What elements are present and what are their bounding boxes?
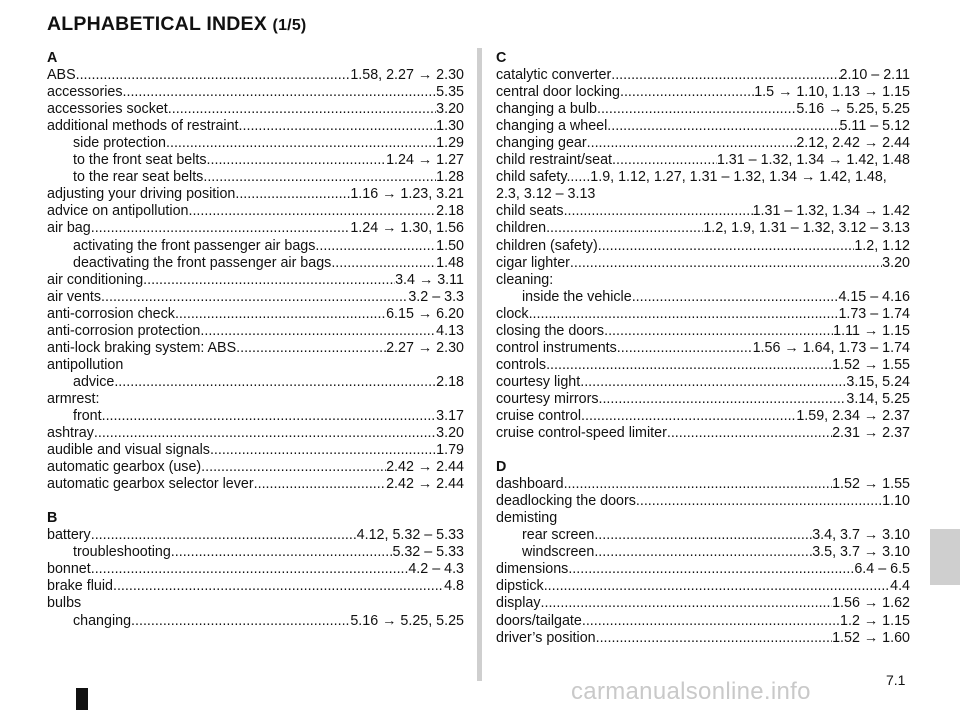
dot-leader [546, 357, 832, 374]
index-entry [47, 306, 464, 323]
index-term: deadlocking the doors [496, 493, 636, 510]
index-term: clock [496, 305, 529, 322]
dot-leader [91, 561, 409, 578]
index-term: dipstick [496, 578, 544, 595]
index-term: battery [47, 527, 91, 544]
index-term: anti-corrosion check [47, 305, 175, 322]
index-pages: 1.30 [436, 118, 464, 135]
dot-leader [236, 340, 386, 357]
index-entry [47, 527, 464, 544]
dot-leader [667, 425, 832, 442]
dot-leader [564, 203, 753, 220]
dot-leader [101, 289, 408, 306]
dot-leader [598, 391, 846, 408]
page-title-text: ALPHABETICAL INDEX [47, 13, 267, 35]
index-term: rear screen [522, 527, 595, 544]
index-entry [496, 613, 910, 630]
dot-leader [581, 408, 796, 425]
index-term: advice on antipollution [47, 203, 189, 220]
index-subentry [47, 135, 464, 152]
index-entry [47, 340, 464, 357]
index-term: air vents [47, 288, 102, 305]
dot-leader [594, 527, 812, 544]
index-pages: 4.2 – 4.3 [408, 561, 464, 578]
index-term: troubleshooting [73, 544, 171, 561]
index-column-left [47, 50, 464, 630]
index-subentry [47, 169, 464, 186]
dot-leader [607, 118, 839, 135]
index-pages: 3.4 → 3.11 [395, 271, 464, 288]
index-pages: 1.24 → 1.27 [386, 152, 464, 169]
index-entry [496, 561, 910, 578]
index-term: child seats [496, 203, 564, 220]
index-term: side protection [73, 135, 166, 152]
index-term: closing the doors [496, 322, 605, 339]
dot-leader [203, 169, 436, 186]
index-entry [496, 425, 910, 442]
index-entry [496, 203, 910, 220]
index-pages: 1.79 [436, 442, 464, 459]
index-pages: 5.32 – 5.33 [392, 544, 464, 561]
index-heading-entry: bulbs [47, 595, 82, 612]
index-pages: 2.42 → 2.44 [386, 459, 464, 476]
index-entry [496, 152, 910, 169]
index-entry [496, 306, 910, 323]
watermark: carmanualsonline.info [571, 678, 811, 705]
index-term: adjusting your driving position [47, 186, 236, 203]
dot-leader [598, 238, 855, 255]
index-term: changing a bulb [496, 101, 597, 118]
index-term: front [73, 407, 102, 424]
dot-leader [102, 408, 437, 425]
index-entry [47, 323, 464, 340]
index-entry [496, 255, 910, 272]
dot-leader [113, 578, 444, 595]
index-term: activating the front passenger air bags [73, 237, 316, 254]
index-term: doors/tailgate [496, 612, 582, 629]
index-entry [496, 493, 910, 510]
dot-leader [529, 306, 839, 323]
index-pages: 1.2 → 1.15 [840, 612, 910, 629]
index-term: children (safety) [496, 237, 598, 254]
index-pages: 5.11 – 5.12 [839, 118, 910, 135]
index-pages: 3.20 [436, 101, 464, 118]
index-entry [47, 476, 464, 493]
page-title-part: (1/5) [272, 17, 307, 34]
index-entry [47, 442, 464, 459]
index-term: to the front seat belts [73, 152, 207, 169]
dot-leader [568, 561, 854, 578]
index-entry [47, 425, 464, 442]
index-heading-entry: antipollution [47, 356, 124, 373]
dot-leader [171, 544, 393, 561]
index-term: courtesy light [496, 373, 581, 390]
index-entry [496, 84, 910, 101]
dot-leader [123, 84, 437, 101]
section-letter-a: A [47, 50, 58, 66]
index-pages: 1.29 [436, 135, 464, 152]
index-entry [47, 118, 464, 135]
index-term: control instruments [496, 339, 617, 356]
index-term: anti-corrosion protection [47, 322, 201, 339]
index-entry [496, 135, 910, 152]
index-pages: 6.4 – 6.5 [854, 561, 910, 578]
index-pages: 4.8 [444, 578, 464, 595]
index-pages: 2.12, 2.42 → 2.44 [796, 135, 910, 152]
index-term: air bag [47, 220, 91, 237]
index-term: changing [73, 612, 132, 629]
index-entry [496, 340, 910, 357]
index-subentry [496, 544, 910, 561]
index-entry [47, 101, 464, 118]
index-pages: 1.31 – 1.32, 1.34 → 1.42 [752, 203, 910, 220]
index-term: central door locking [496, 84, 620, 101]
dot-leader [91, 527, 357, 544]
index-term: to the rear seat belts [73, 169, 204, 186]
index-pages: 3.14, 5.25 [846, 390, 910, 407]
index-entry [496, 595, 910, 612]
dot-leader [580, 374, 846, 391]
index-term: cigar lighter [496, 254, 570, 271]
index-pages: 2.10 – 2.11 [839, 67, 910, 84]
index-pages: 1.52 → 1.60 [832, 629, 910, 646]
index-entry [47, 561, 464, 578]
index-term: ABS [47, 67, 76, 84]
index-pages: 1.24 → 1.30, 1.56 [350, 220, 464, 237]
index-pages: 1.48 [436, 254, 464, 271]
index-term: courtesy mirrors [496, 390, 599, 407]
index-term: windscreen [522, 544, 595, 561]
index-entry [496, 220, 910, 237]
index-entry [496, 101, 910, 118]
section-letter-b: B [47, 510, 58, 527]
dot-leader [636, 493, 882, 510]
dot-leader [331, 255, 436, 272]
index-pages: 2.42 → 2.44 [386, 476, 464, 493]
section-letter-d: D [496, 459, 507, 476]
index-term: display [496, 595, 541, 612]
index-subentry [496, 527, 910, 544]
index-pages: 2.31 → 2.37 [832, 425, 910, 442]
index-heading-entry: armrest: [47, 390, 100, 407]
index-term: ashtray [47, 425, 94, 442]
dot-leader [632, 289, 839, 306]
index-subentry [47, 255, 464, 272]
dot-leader [612, 152, 717, 169]
index-term: automatic gearbox selector lever [47, 476, 254, 493]
index-pages: 1.5 → 1.10, 1.13 → 1.15 [754, 84, 910, 101]
dot-leader [611, 67, 839, 84]
dot-leader [597, 101, 796, 118]
index-pages: 2.18 [436, 373, 464, 390]
index-entry [496, 374, 910, 391]
index-entry [47, 220, 464, 237]
index-pages: 1.50 [436, 237, 464, 254]
index-term: audible and visual signals [47, 442, 210, 459]
dot-leader [166, 135, 436, 152]
section-tab-marker [930, 529, 960, 585]
index-pages: 3.20 [436, 425, 464, 442]
index-term: cruise control [496, 407, 582, 424]
index-term: driver’s position [496, 629, 596, 646]
dot-leader [91, 220, 351, 237]
index-column-right [496, 50, 910, 647]
index-pages: 1.16 → 1.23, 3.21 [350, 186, 464, 203]
index-entry-wrapped-line: child safety......1.9, 1.12, 1.27, 1.31 – 1.32, 1.34 → 1.42, 1.48, [496, 169, 887, 186]
index-pages: 6.15 → 6.20 [386, 305, 464, 322]
index-entry [47, 289, 464, 306]
index-pages: 1.56 → 1.64, 1.73 – 1.74 [752, 339, 910, 356]
dot-leader [235, 186, 350, 203]
index-subentry [47, 613, 464, 630]
dot-leader [564, 476, 833, 493]
index-term: changing gear [496, 135, 587, 152]
index-entry [47, 186, 464, 203]
index-term: dimensions [496, 561, 569, 578]
dot-leader [596, 630, 832, 647]
index-pages: 1.2, 1.12 [854, 237, 910, 254]
index-term: advice [73, 373, 115, 390]
index-subentry [47, 544, 464, 561]
dot-leader [254, 476, 386, 493]
index-term: additional methods of restraint [47, 118, 239, 135]
index-subentry [47, 238, 464, 255]
index-entry [496, 118, 910, 135]
index-term: accessories socket [47, 101, 168, 118]
dot-leader [76, 67, 351, 84]
index-subentry [47, 408, 464, 425]
dot-leader [546, 220, 703, 237]
index-heading-entry: cleaning: [496, 271, 554, 288]
index-subentry [496, 289, 910, 306]
dot-leader [315, 238, 436, 255]
dot-leader [587, 135, 797, 152]
index-entry [47, 67, 464, 84]
dot-leader [604, 323, 833, 340]
index-entry-wrapped-line: 2.3, 3.12 – 3.13 [496, 186, 596, 203]
index-pages: 5.16 → 5.25, 5.25 [350, 612, 464, 629]
page-number: 7.1 [886, 672, 906, 688]
index-term: anti-lock braking system: ABS [47, 339, 237, 356]
index-subentry [47, 374, 464, 391]
index-entry [496, 578, 910, 595]
index-term: child restraint/seat [496, 152, 613, 169]
index-term: controls [496, 356, 547, 373]
index-term: changing a wheel [496, 118, 608, 135]
index-pages: 5.35 [436, 84, 464, 101]
index-entry [47, 203, 464, 220]
dot-leader [143, 272, 395, 289]
dot-leader [210, 442, 436, 459]
index-pages: 1.11 → 1.15 [833, 322, 910, 339]
dot-leader [175, 306, 386, 323]
index-pages: 1.2, 1.9, 1.31 – 1.32, 3.12 – 3.13 [703, 220, 910, 237]
index-pages: 2.27 → 2.30 [386, 339, 464, 356]
index-entry [496, 323, 910, 340]
index-pages: 1.10 [882, 493, 910, 510]
column-divider [477, 48, 482, 681]
index-pages: 3.20 [882, 254, 910, 271]
dot-leader [200, 323, 436, 340]
index-entry [47, 578, 464, 595]
index-pages: 4.4 [890, 578, 910, 595]
index-pages: 4.13 [436, 322, 464, 339]
index-subentry [47, 152, 464, 169]
index-pages: 3.15, 5.24 [846, 373, 910, 390]
index-pages: 1.58, 2.27 → 2.30 [350, 67, 464, 84]
page-title [47, 13, 306, 36]
dot-leader [131, 613, 350, 630]
index-term: cruise control-speed limiter [496, 425, 667, 442]
footer-bar-mark [76, 688, 88, 710]
index-term: inside the vehicle [522, 288, 632, 305]
dot-leader [201, 459, 386, 476]
index-pages: 3.17 [436, 407, 464, 424]
dot-leader [541, 595, 833, 612]
index-term: catalytic converter [496, 67, 612, 84]
index-entry [47, 84, 464, 101]
index-term: children [496, 220, 547, 237]
index-term: air conditioning [47, 271, 144, 288]
index-entry [496, 391, 910, 408]
index-pages: 1.73 – 1.74 [838, 305, 910, 322]
index-pages: 5.16 → 5.25, 5.25 [796, 101, 910, 118]
index-pages: 1.28 [436, 169, 464, 186]
dot-leader [168, 101, 436, 118]
index-term: accessories [47, 84, 123, 101]
index-term: deactivating the front passenger air bags [73, 254, 332, 271]
dot-leader [582, 613, 840, 630]
index-pages: 3.2 – 3.3 [408, 288, 464, 305]
index-pages: 4.15 – 4.16 [838, 288, 910, 305]
section-letter-c: C [496, 50, 507, 66]
index-term: bonnet [47, 561, 91, 578]
index-pages: 1.59, 2.34 → 2.37 [796, 407, 910, 424]
index-entry [47, 272, 464, 289]
index-heading-entry: demisting [496, 510, 558, 527]
dot-leader [207, 152, 387, 169]
dot-leader [94, 425, 436, 442]
dot-leader [570, 255, 882, 272]
index-pages: 1.56 → 1.62 [832, 595, 910, 612]
index-entry [496, 408, 910, 425]
index-term: dashboard [496, 476, 564, 493]
index-entry [496, 476, 910, 493]
index-pages: 1.52 → 1.55 [832, 356, 910, 373]
index-pages: 4.12, 5.32 – 5.33 [356, 527, 464, 544]
index-entry [496, 630, 910, 647]
index-pages: 1.31 – 1.32, 1.34 → 1.42, 1.48 [716, 152, 910, 169]
dot-leader [239, 118, 437, 135]
index-pages: 2.18 [436, 203, 464, 220]
dot-leader [188, 203, 436, 220]
index-entry [496, 67, 910, 84]
dot-leader [114, 374, 436, 391]
index-entry [47, 459, 464, 476]
index-entry [496, 357, 910, 374]
index-term: automatic gearbox (use) [47, 459, 202, 476]
index-pages: 1.52 → 1.55 [832, 476, 910, 493]
dot-leader [620, 84, 754, 101]
index-term: brake fluid [47, 578, 113, 595]
dot-leader [594, 544, 812, 561]
index-pages: 3.5, 3.7 → 3.10 [812, 544, 910, 561]
dot-leader [544, 578, 890, 595]
dot-leader [617, 340, 753, 357]
index-entry [496, 238, 910, 255]
index-pages: 3.4, 3.7 → 3.10 [812, 527, 910, 544]
